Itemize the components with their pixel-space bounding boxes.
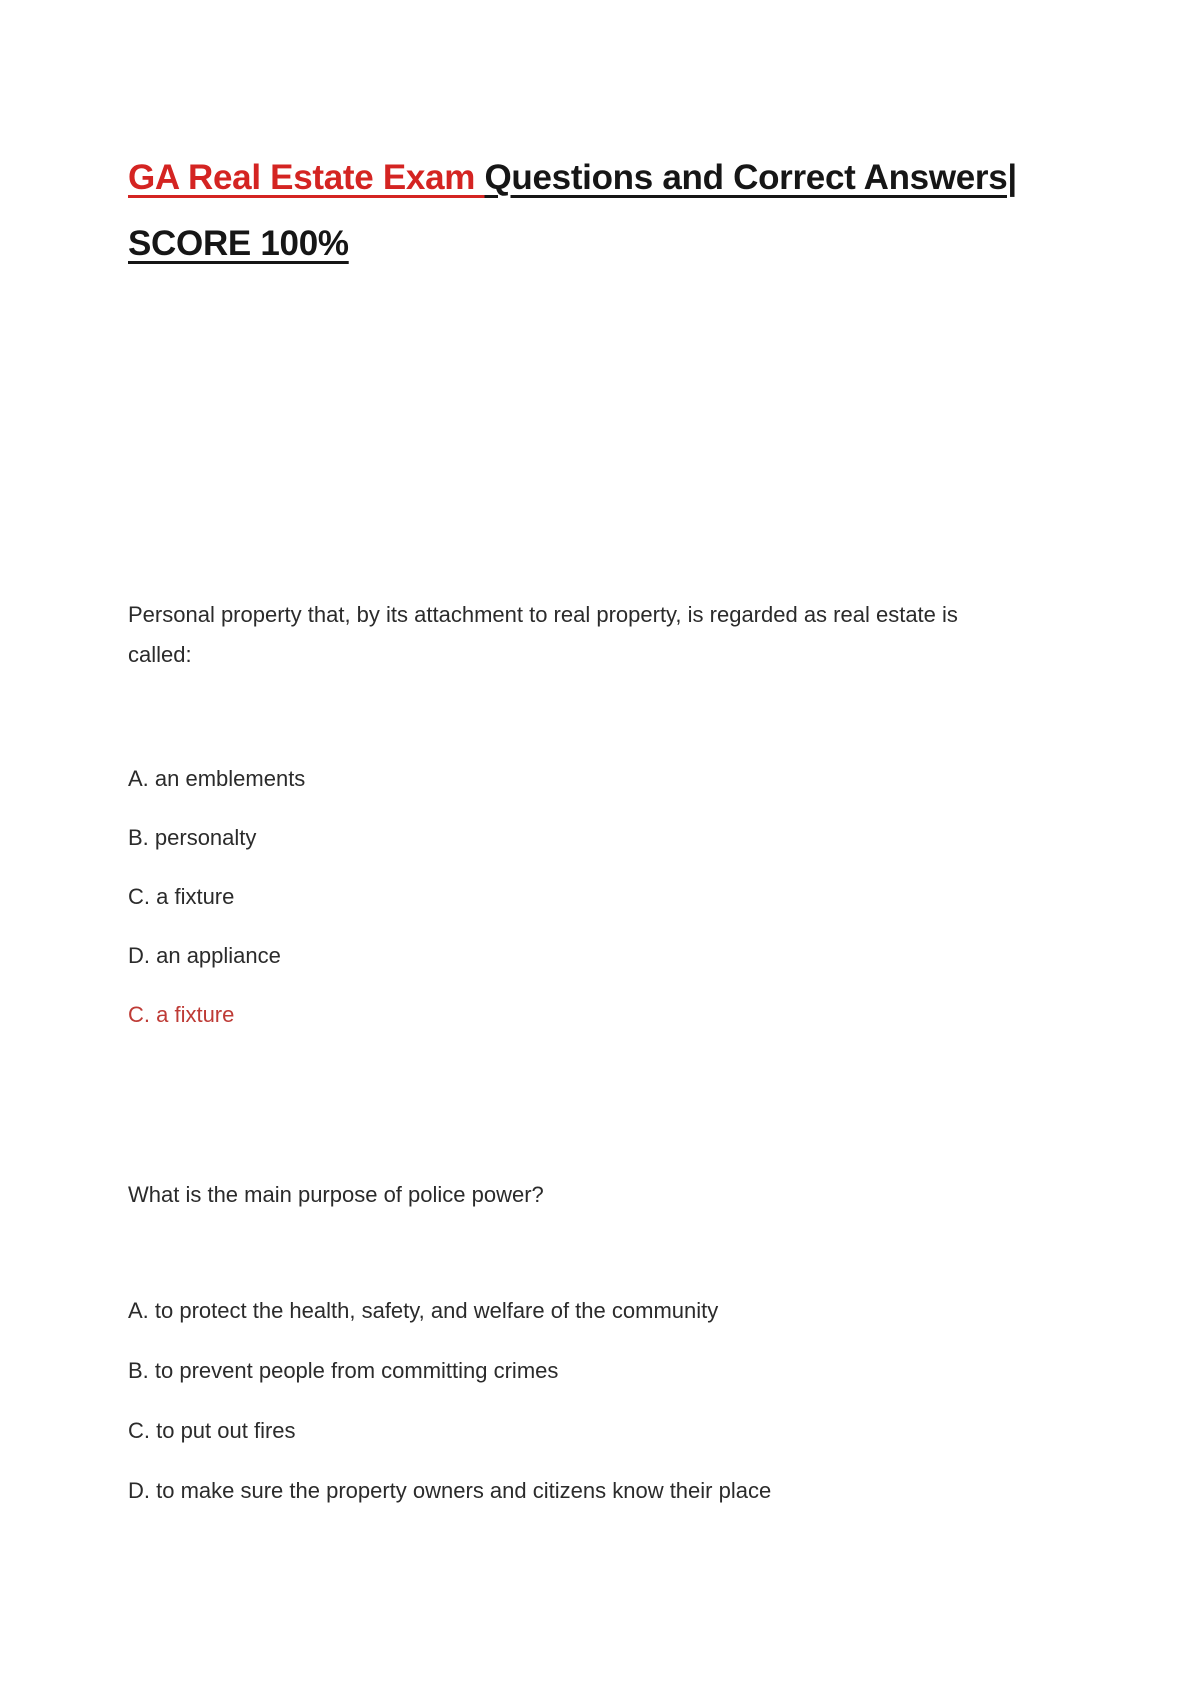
question-2-options (128, 1291, 1110, 1511)
question-1-option-a: A. an emblements (128, 766, 306, 791)
question-1-option-b: B. personalty (128, 825, 257, 850)
question-1-option-d: D. an appliance (128, 943, 281, 968)
question-1-options (128, 759, 1110, 976)
question-2-option-d: D. to make sure the property owners and citizens know their place (128, 1478, 772, 1503)
question-2-option-c: C. to put out fires (128, 1418, 296, 1443)
page-title-red-segment: GA Real Estate Exam (128, 158, 485, 197)
question-2-text: What is the main purpose of police power? (128, 1182, 544, 1207)
question-1-text: Personal property that, by its attachment to real property, is regarded as real estate is called: (128, 602, 958, 667)
question-2-option-b: B. to prevent people from committing crimes (128, 1358, 559, 1383)
question-1-correct-answer: C. a fixture (128, 1002, 235, 1027)
page-title-black-segment: Questions and Correct Answers| SCORE 100% (128, 158, 1017, 263)
question-1-option-c: C. a fixture (128, 884, 235, 909)
question-2-option-a: A. to protect the health, safety, and welfare of the community (128, 1298, 719, 1323)
page-title (128, 145, 1033, 277)
